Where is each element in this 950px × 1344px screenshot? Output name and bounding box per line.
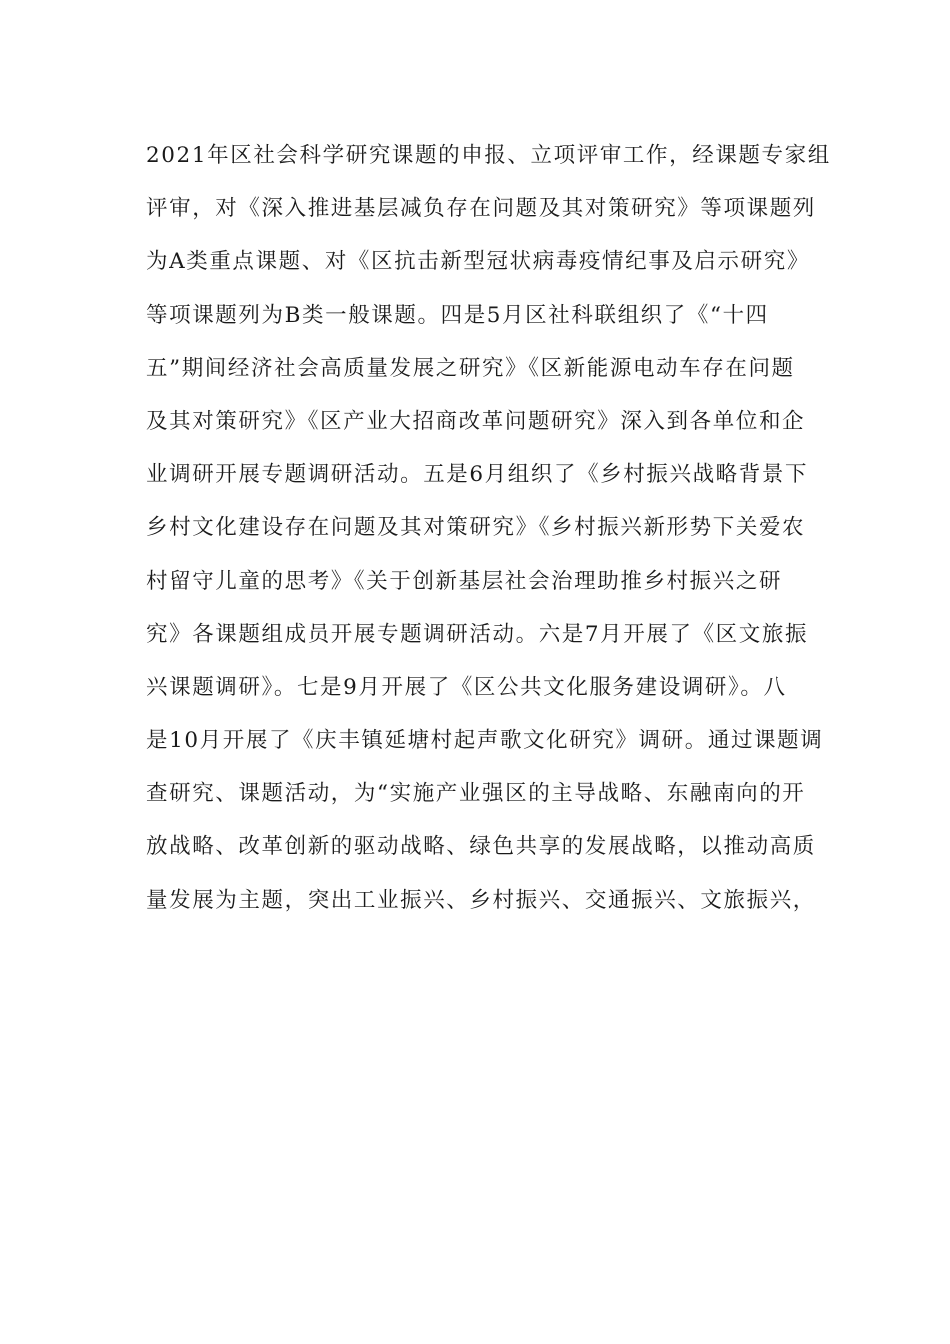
text-line: 五”期间经济社会高质量发展之研究》《区新能源电动车存在问题: [146, 355, 795, 381]
text-line: 等项课题列为B类一般课题。四是5月区社科联组织了《“十四: [146, 302, 769, 328]
text-line: 量发展为主题，突出工业振兴、乡村振兴、交通振兴、文旅振兴，: [146, 887, 816, 913]
text-line: 兴课题调研》。七是9月开展了《区公共文化服务建设调研》。八: [146, 674, 787, 700]
text-line: 是10月开展了《庆丰镇延塘村起声歌文化研究》调研。通过课题调: [146, 728, 824, 754]
text-line: 查研究、课题活动，为“实施产业强区的主导战略、东融南向的开: [146, 781, 806, 807]
text-line: 村留守儿童的思考》《关于创新基层社会治理助推乡村振兴之研: [146, 568, 783, 594]
text-line: 究》各课题组成员开展专题调研活动。六是7月开展了《区文旅振: [146, 621, 809, 647]
text-line: 2021年区社会科学研究课题的申报、立项评审工作，经课题专家组: [146, 143, 831, 168]
text-line: 为A类重点课题、对《区抗击新型冠状病毒疫情纪事及启示研究》: [146, 249, 810, 275]
text-line: 及其对策研究》《区产业大招商改革问题研究》深入到各单位和企: [146, 408, 806, 434]
text-line: 评审，对《深入推进基层减负存在问题及其对策研究》等项课题列: [146, 196, 816, 222]
text-line: 放战略、改革创新的驱动战略、绿色共享的发展战略，以推动高质: [146, 834, 816, 860]
body-paragraph: [146, 129, 836, 927]
text-line: 乡村文化建设存在问题及其对策研究》《乡村振兴新形势下关爱农: [146, 515, 806, 541]
text-line: 业调研开展专题调研活动。五是6月组织了《乡村振兴战略背景下: [146, 462, 809, 488]
